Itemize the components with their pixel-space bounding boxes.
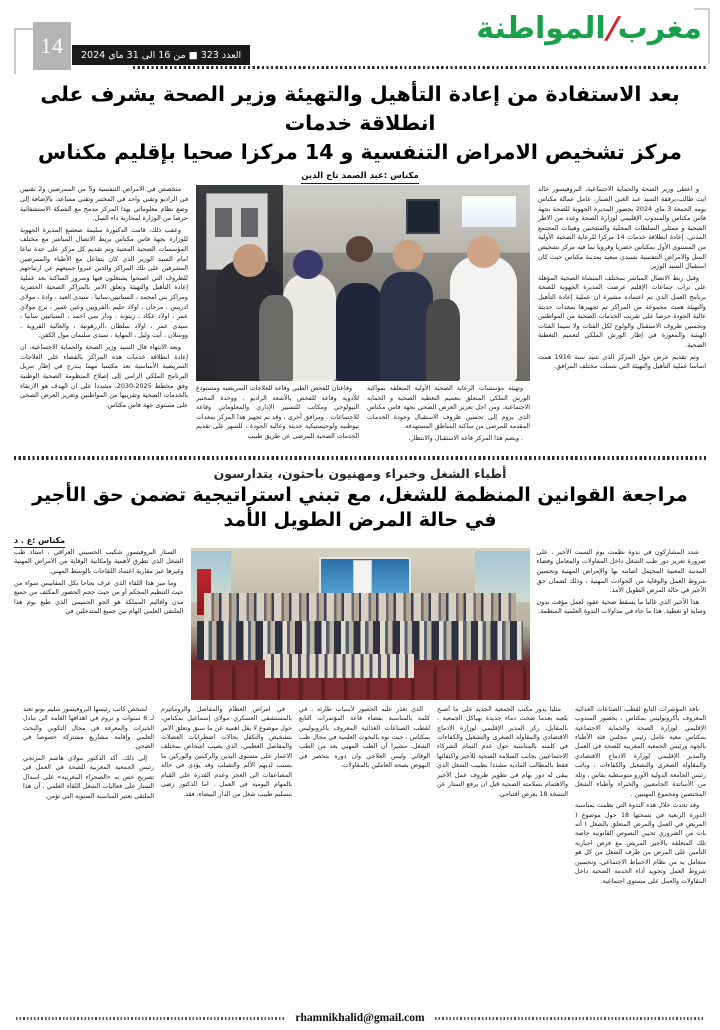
article2-byline: [14, 536, 704, 545]
paragraph: وما ميز هذا اللقاء الذي عرف نجاحا بكل المقاييس سواء من حيث التنظيم المحكم أو من حيث حجم الحضور المكثف من جميع مدن واقاليم المملكة هو الجو الحميمي الذي طبع يوم هذا الملتقى العلمي الهام بين جميع المتدخلين في: [14, 578, 184, 616]
paragraph: لشخص كاتب رئيسها البروفيسور سليم بونو تعتد لـ 6 سنوات و تروم في اهدافها العامة الى تبادل الخبرات والمعرفة في مجال التكوين والبحث العلمي وإقامة مشاريع مشتركة خصوصا في الصحي.: [23, 705, 154, 751]
article2-column-2: [437, 705, 568, 1001]
paragraph: وتهيئة مؤسسات الرعاية الصحية الأولية المتعلقة بمواكبة الورش الملكي المتعلق بتعميم التغطية الصحية و الحماية الاجتماعية. ومن اجل تعزيز العرض الصحي بجهة فاس مكناس الذي يروم إلى تحسين ظروف الاستقبال وجودة الخدمات المقدمة للمرضى من ساكنة المناطق المستهدفة.: [367, 385, 530, 431]
article1-column-left: [20, 185, 188, 450]
photo-screen: [406, 199, 440, 234]
page-number: 14: [33, 22, 71, 70]
article1-body: [14, 185, 706, 450]
photo-crowd-seated-row: [265, 654, 414, 678]
footer-dotted-rule-right: [435, 1017, 704, 1020]
article2-column-3: [299, 705, 430, 1001]
section-divider: [14, 456, 706, 460]
photo-person-head: [467, 236, 500, 267]
article1-headline: [20, 80, 700, 167]
page-footer: [0, 1012, 720, 1024]
article2-column-left-top: [14, 548, 184, 700]
photo-person: [259, 295, 292, 381]
footer-dotted-rule-left: [16, 1017, 285, 1020]
article1-center-block: [196, 185, 530, 448]
paragraph: . ويضم هذا المركز قاعة الاستقبال والانتظار،: [408, 434, 523, 442]
paragraph: و اعطى وزير الصحة والحماية الاجتماعية، البروفيسور خالد ايت طالب،برفقة السيد عبد الغني الصبار، عامل عمالة مكناس يومه الجمعة 3 ماي 2024 بحضور المديرة الجهوية للصحة بجهة فاس مكناس والمندوب الإقليمي لوزارة الصحة وعدد من الاطر الصحية و ممثلي السلطات المحلية والمنتخبين وهيئات المجتمع المدني، إعادة انطلاقة خدمات 14 مركزا للرعاية الصحية الأولية من المستوى الأول بمكناس حضريا وقرويا بما فيه مركز تشخيص السل والامراض التنفسية بسيدي سعيد بمدينة مكناس حيث كان استقبال السيد الوزير.: [538, 185, 706, 271]
article2-column-4: [161, 705, 292, 1001]
article1-caption-column-right: [367, 384, 530, 448]
logo-slash-icon: /: [602, 11, 622, 46]
paragraph: وعقب ذلك، قامت الدكتورة سليمة صعصع المديرة الجهوية للوزارة بجهة فاس مكناس بربط الاتصال المباشر مع مختلف المؤسسات الصحية المعنية وتم تقديم كل مركز على حدة تباعا امام السيد الوزير الذي كان يتفاعل مع الأطباء والممرضين المشرفين على تلك المراكز والذين عبروا جميعهم عن ارتياحهم للظروف التي اصبحوا يشتغلون فيها وسرور الساكنة بعد عملية إعادة التأهيل والتهيئة وتعلق الامر بالمراكز الصحية الحضرية ومراكز بني امحمد ، السباتيين،سانيا ، سيدي العيد ، وادة ، مولاي ادريس ، مرجان ، اولاد حليم ،القرويين وعين عمير ، برج مولاي عمر ، اولاد عكاد ، زيتونة ، ودار سي احمد ، السباتيين سانيا ، سيدي عمر ، اولاد سلطان ،الزرهونية ، والعالية القروية ، ووسلان ، أيت وليل ، المهاية ، سيدي سليمان مول الكفن.: [20, 225, 188, 340]
article2-column-5: [23, 705, 154, 1001]
masthead: [0, 0, 720, 72]
article2-photo-group-conference: [191, 548, 530, 700]
paragraph: وقبل ربط الاتصال المباشر بمختلف المنشاة الصحية المؤهلة على تراب جماعات الإقليم عرضت المديرة الجهوية للصحة برنامج العمل الذي تم اعتماده مشيرة ان عملية إعادة التأهيل والتهيئة همت مجموعة من المراكز تم تجهيزها بمعدات حديثة عالية الجودة حرصا على تقريب الخدمات الصحية من المواطنين وتحسين ظروف الاستقبال والولوج لكل الفئات ولا سيما الفئات الهشة والمعوزة في إطار الورش الملكي لتعميم التغطية الصحية.: [538, 273, 706, 350]
logo-text: [476, 11, 702, 46]
article1-photo-health-minister-visit: [196, 185, 530, 381]
paragraph: وتم تقديم عرض حول المركز الذي شيد سنة 1916 همت اساسا عملية التأهيل والتهيئة التي شملت مختلف المرافق.: [538, 352, 706, 371]
article1-headline-line2: مركز تشخيص الامراض التنفسية و 14 مركزا صحيا بإقليم مكناس: [38, 140, 682, 165]
paragraph: الذي تعذر عليه الحضور لأسباب طارئة ، في كلمة بالمناسبة بفضاء قاعة المؤتمرات التابع لقطب الصناعات الغذائية المعروف باكروبوليس بمكناس ، حيث نوه بالبحوث العلمية في مجال طب الشغل، مشيرا أن الطب المهني يعد من الطب الوقائي وليس العلاجي وان دوره ينحصر في النهوض بصحة العاملين بالمقاولات.: [299, 705, 430, 770]
article2-column-1: [575, 705, 706, 1001]
article1-byline: [14, 171, 706, 181]
masthead-dotted-rule: [133, 66, 708, 69]
paragraph: متخصص في الامراض التنفسية و5 من الممرضين و2 تقنيين في الراديو وتقني واحد في المختبر وتقني مساعد، بالإضافة إلى وضع نظام معلوماتي بهذا المركز مدمج مع الشبكة الاستشفائية حرصا من الوزارة لمحاربة داء السل.: [20, 185, 188, 223]
photo-person: [450, 256, 517, 381]
photo-person-head: [346, 236, 373, 261]
article-labor-law: [0, 466, 720, 1000]
article-health-center: [0, 80, 720, 450]
article2-column-right-top: [537, 548, 707, 700]
logo-word-mouwatana: المواطنة: [476, 11, 606, 46]
paragraph: الستار البروفيسور شكيب الحسيني العراقي ، استاذ طب الشغل الذي تطرق لأهمية وإمكانية الوقاية من الامراض المهنية وغيرها عبر مقاربة اعتماد اللقاحات بالوسط المهني.: [14, 547, 184, 575]
article2-headline: مراجعة القوانين المنظمة للشغل، مع تبني استراتيجية تضمن حق الأجير في حالة المرض الطويل الأمد: [32, 484, 688, 532]
paragraph: شدد المشاركون في ندوة نظمت يوم السبت الأخير ، على ضرورة تعزيز دور طب الشغل داخل المقاولات والمعامل وفضاء المدينة المعنية المحتمل اصابته بها والإمراض المهنية وتحسين شروط العمل والوقاية من الحوادث المهنية ، وذلك لضمان حق الأجير في حالة المرض الطويل الأمد.: [536, 547, 706, 595]
paragraph: هذا الأخير الذي غالبا ما يسقط ضحية عقود لعمل مؤقت بدون وصاية او تغطية. هذا ما جاء في مداولات الندوة العلمية المنظمة.: [536, 597, 706, 616]
paragraph: وقاعتان للفحص الطبي وقاعة للعلاجات التمريضية ومستودع للأدوية وقاعة للفحص بالأشعة الراديو . ووحدة المختبر البيولوجي ومكاتب للتسيير الإداري والمعلوماتي وقاعة للاجتماعات . ومرافق أخرى ، وقد تم تجهيز هذا المركز بمعدات بيوطبية ولوجيستيكية حديثة وعالية الجودة ، للسهر على تقديم الخدمات الصحية للمرضى عن طريق طبيب: [196, 385, 359, 440]
photo-person: [426, 299, 459, 381]
logo-word-maghrib: مغرب: [617, 11, 702, 46]
paragraph: ويعد الانتهاء قال السيد وزير الصحة والحماية الاجتماعية، ان إعادة انطلاقة خدمات هذه المراكز بالقضاء على العلاجات التمريضية الأساسية تعد مكسبا مهما يندرج في إطار تنزيل البرنامج الملكي الرامي إلى إصلاح المنظومة الصحية الوطنية وفق مخطط 2025-2030، مشددا على ان الهدف هو الارتقاء بالخدمات الصحية وتقريبها من المواطنين وتعزيز العرض الصحي على مستوى جهة فاس مكناس.: [20, 343, 188, 409]
article2-byline-text: مكناس :ع . د: [14, 536, 65, 548]
article1-byline-text: مكناس :عبد الصمد تاج الدين: [301, 171, 418, 184]
photo-person-head: [393, 240, 423, 269]
paragraph: إلى ذلك، أكد الدكتور مولاي هاشم المرتجي رئيس الجمعية المغربية للصحة في العمل في تصريح خص به «الصحراء المغربية» على اسدال الستار على فعاليات الشغل اللقاء العلمي ، أن هذا الملتقى يعتبر المناسبة السنوية التي تؤمن.: [23, 754, 154, 800]
photo-person: [336, 283, 383, 381]
article1-caption-columns: [196, 384, 530, 448]
paragraph: تافة المؤشرات التابع لقطب الصناعات الغذائية المعروف بأكروبوليس بمكناس ، بحضور المندوب الإقليمي لوزارة الصحة والحماية الاجتماعية بمكناس معية عامل رئيس مجلس فئة الأطباء بالجهة ورئيس الجمعية المغربية للصحة في العمل والمدير الإقليمي لوزارة الادماج الاقتصادي والمقاولة الصغرى والتشغيل والكفاءات ، ونائب رئيس الجامعة الدولية الأورو متوسطية بفاس ، وثلة من الأساتذة الجامعيين والخبراء وأطباء الشغل المختصين ومجموع المهنيين .: [575, 705, 706, 798]
photo-poster: [461, 195, 516, 228]
photo-person: [380, 272, 433, 382]
paragraph: وقد تحدث خلال هذه الندوة التي نظمت بمناسبة الدورة الربعية في نسختها 18 حول موضوع ( المريض في العمل والمرض المتعلق بالشغل ) أنه بات من الضروري تحيين النصوص القانونية خاصة تلك المتعلقة بالأجير المريض مع فرض اجبارية التأمين على المرض من طرف الشغل من كل هو متعامل به من نظام الاحتياط الاجتماعي، وتحسين شروط العمل وتجويد أداء الخدمة الصحية داخل المقاولات والعمل على مستوى اجتماعية.: [575, 802, 706, 885]
newspaper-logo: [476, 11, 702, 46]
article1-caption-column-left: [196, 384, 359, 448]
photo-person-head: [293, 250, 323, 279]
article2-kicker: أطباء الشغل وخبراء ومهنيون باحثون، يتدارسون: [213, 466, 507, 482]
article1-column-right: [538, 185, 706, 450]
article2-body-columns: [14, 705, 706, 1001]
article2-top-block: [14, 548, 706, 700]
paragraph: في امراض العظام والمفاصل والروماتيزم بالمستشفى العسكري مولاي إسماعيل بمكناس، حول موضوع لا يقل اهمية عن ما سبق وتعلق الامر بتشخيص والتكفل بحالات اضطرابات العضلات والمفاصل العظمي، الذي يصيب اشخاص بمختلف الاعمار على مستوى اليدين والركبتين والوركين ما يسبب لديهم الألم والتصلب وقد يؤدي في حالة المضاعفات الى العجز وعدم القدرة على القيام بالمهام اليومية في العمل . اما الدكتور رضى بنسليم طبيب شغل من الدار البيضاء، فقد.: [161, 705, 292, 798]
issue-date-strip: العدد 323 ■ من 16 الى 31 ماي 2024: [72, 45, 250, 65]
article1-headline-line1: بعد الاستفادة من إعادة التأهيل والتهيئة وزير الصحة يشرف على انطلاقة خدمات: [40, 82, 680, 136]
paragraph: مثليا يدور مكتب الجمعية الجديد على ما أصبح يلعبه بعدما ضخت دماء جديدة بهياكل الجمعية ، بالمقابل، ركز المدير الإقليمي لوزارة الادماج الاقتصادي والمقاولة الصغرى والتشغيل والكفاءات في كلمته بالمناسبة حول عدم التمام الشركاء الاجتماعيين بجانب السلامة الصحية للأجير واكتفائها فقط بالمطالب المادية مشددا بطبيب الشغل الذي يبقى له دور بهام في تطوير ظروف عمل الأجير والاهتمام بسلامته الصحية قبل ان يرفع الستار عن النسخة 18 يعرض افتتاحي.: [437, 705, 568, 798]
contact-email[interactable]: rhamnikhalid@gmail.com: [295, 1012, 425, 1024]
